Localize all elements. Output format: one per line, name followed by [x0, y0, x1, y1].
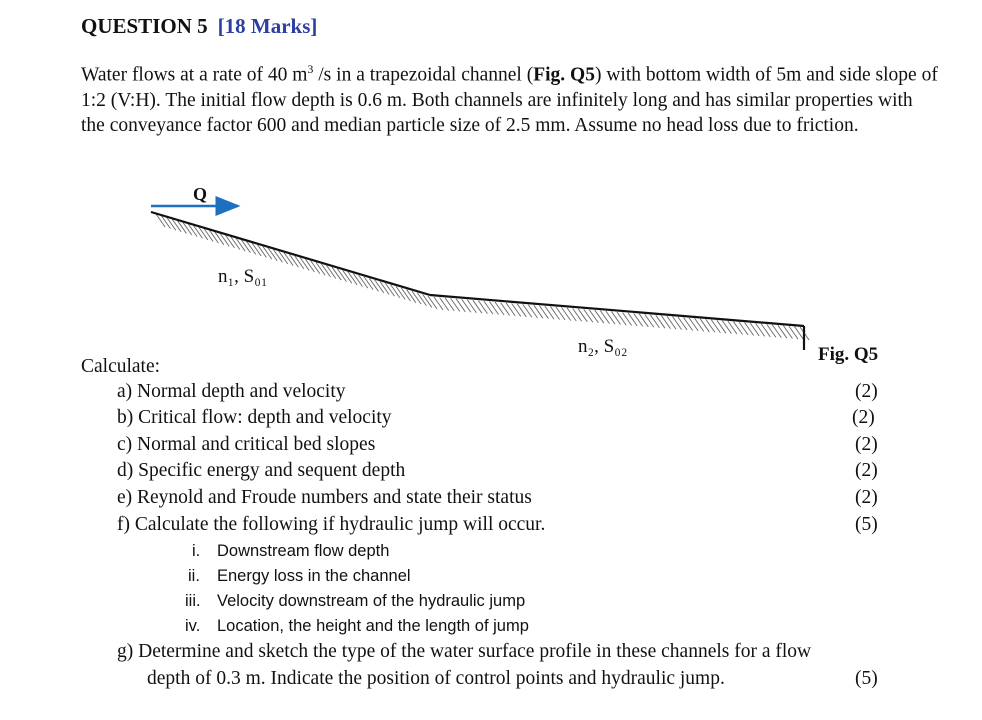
channel-1-label: n₁, S₀₁ — [218, 266, 268, 287]
hatch-mark — [434, 297, 443, 310]
hatch-mark — [650, 315, 659, 328]
item-e: e) Reynold and Froude numbers and state their status — [117, 487, 532, 508]
subitem-iii: Velocity downstream of the hydraulic jump — [217, 592, 526, 610]
intro-text-2: /s in a trapezoidal channel ( — [313, 64, 534, 86]
hatch-mark — [695, 318, 704, 331]
hatch-mark — [628, 313, 637, 326]
hatch-mark — [778, 325, 787, 338]
hatch-mark — [634, 313, 643, 326]
subitem-i-number: i. — [192, 542, 201, 560]
subitem-iv-number: iv. — [185, 617, 201, 635]
channel-1-hatching — [156, 214, 437, 309]
hatch-mark — [733, 322, 742, 335]
hatch-mark — [578, 309, 587, 322]
hatch-mark — [550, 307, 559, 320]
hatch-mark — [611, 312, 620, 325]
hatch-mark — [606, 311, 615, 324]
hatch-mark — [689, 318, 698, 331]
hatch-mark — [595, 310, 604, 323]
hatch-mark — [728, 321, 737, 334]
hatch-mark — [523, 304, 532, 317]
calculate-heading: Calculate: — [81, 356, 161, 377]
hatch-mark — [767, 324, 776, 337]
figure-caption: Fig. Q5 — [818, 344, 879, 365]
hatch-mark — [417, 293, 426, 306]
hatch-mark — [440, 297, 449, 310]
hatch-mark — [489, 302, 498, 315]
hatch-mark — [706, 319, 715, 332]
item-g-marks: (5) — [855, 668, 878, 689]
item-e-marks: (2) — [855, 487, 878, 508]
channel-2-label: n₂, S₀₂ — [578, 336, 628, 357]
item-b-marks: (2) — [852, 407, 875, 428]
hatch-mark — [428, 296, 437, 309]
item-g-line-1: g) Determine and sketch the type of the water surface profile in these channels for a flow — [117, 641, 812, 662]
subitem-iv: Location, the height and the length of jump — [217, 617, 529, 635]
channel-2-bed — [430, 295, 804, 326]
hatch-mark — [717, 320, 726, 333]
item-d-marks: (2) — [855, 460, 878, 481]
item-c: c) Normal and critical bed slopes — [117, 434, 376, 455]
hatch-mark — [501, 302, 510, 315]
hatch-mark — [528, 305, 537, 318]
hatch-mark — [567, 308, 576, 321]
item-f-marks: (5) — [855, 514, 878, 535]
intro-text-3: ) with bottom width of 5m and side slope of 1:2 (V:H). The initial flow depth is 0.6 m. Both channels are infinitely long and has similar properties with the conveyance factor 600 and median particle size of 2.5 mm. Assume no head loss due to friction. — [81, 64, 938, 136]
subitem-ii-number: ii. — [188, 567, 200, 585]
item-b: b) Critical flow: depth and velocity — [117, 407, 392, 428]
hatch-mark — [794, 327, 803, 340]
hatch-mark — [584, 309, 593, 322]
hatch-mark — [756, 323, 765, 336]
hatch-mark — [761, 324, 770, 337]
hatch-mark — [478, 301, 487, 314]
hatch-mark — [656, 315, 665, 328]
item-a: a) Normal depth and velocity — [117, 381, 346, 402]
hatch-mark — [556, 307, 565, 320]
hatch-mark — [672, 317, 681, 330]
hatch-mark — [545, 306, 554, 319]
hatch-mark — [573, 308, 582, 321]
intro-text-1: Water flows at a rate of 40 m — [81, 64, 308, 86]
channel-2-hatching — [434, 297, 809, 340]
hatch-mark — [661, 316, 670, 329]
subitem-iii-number: iii. — [185, 592, 201, 610]
question-marks: [18 Marks] — [217, 14, 318, 38]
hatch-mark — [722, 321, 731, 334]
hatch-mark — [407, 290, 416, 303]
hatch-mark — [678, 317, 687, 330]
hatch-mark — [745, 322, 754, 335]
subitem-i: Downstream flow depth — [217, 542, 390, 560]
hatch-mark — [645, 314, 654, 327]
item-d: d) Specific energy and sequent depth — [117, 460, 406, 481]
hatch-mark — [467, 300, 476, 313]
hatch-mark — [534, 305, 543, 318]
hatch-mark — [700, 319, 709, 332]
item-g-line-2: depth of 0.3 m. Indicate the position of control points and hydraulic jump. — [147, 668, 725, 689]
hatch-mark — [600, 311, 609, 324]
flow-label: Q — [193, 184, 208, 204]
hatch-mark — [772, 325, 781, 338]
hatch-mark — [589, 310, 598, 323]
hatch-mark — [473, 300, 482, 313]
subitem-ii: Energy loss in the channel — [217, 567, 411, 585]
hatch-mark — [667, 316, 676, 329]
hatch-mark — [423, 294, 432, 307]
item-c-marks: (2) — [855, 434, 878, 455]
item-f: f) Calculate the following if hydraulic jump will occur. — [117, 514, 546, 535]
hatch-mark — [562, 307, 571, 320]
hatch-mark — [789, 326, 798, 339]
hatch-mark — [456, 299, 465, 312]
hatch-mark — [539, 306, 548, 319]
hatch-mark — [623, 312, 632, 325]
hatch-mark — [512, 303, 521, 316]
hatch-mark — [506, 303, 515, 316]
hatch-mark — [462, 299, 471, 312]
hatch-mark — [783, 326, 792, 339]
hatch-mark — [750, 323, 759, 336]
hatch-mark — [617, 312, 626, 325]
hatch-mark — [684, 317, 693, 330]
intro-superscript: 3 — [307, 62, 314, 76]
hatch-mark — [445, 298, 454, 311]
question-number: QUESTION 5 — [81, 14, 208, 38]
hatch-mark — [495, 302, 504, 315]
hatch-mark — [517, 304, 526, 317]
intro-figure-reference: Fig. Q5 — [533, 64, 595, 86]
hatch-mark — [639, 314, 648, 327]
item-a-marks: (2) — [855, 381, 878, 402]
hatch-mark — [711, 320, 720, 333]
hatch-mark — [451, 298, 460, 311]
hatch-mark — [739, 322, 748, 335]
hatch-mark — [412, 291, 421, 304]
hatch-mark — [484, 301, 493, 314]
channel-1-bed — [151, 212, 430, 295]
